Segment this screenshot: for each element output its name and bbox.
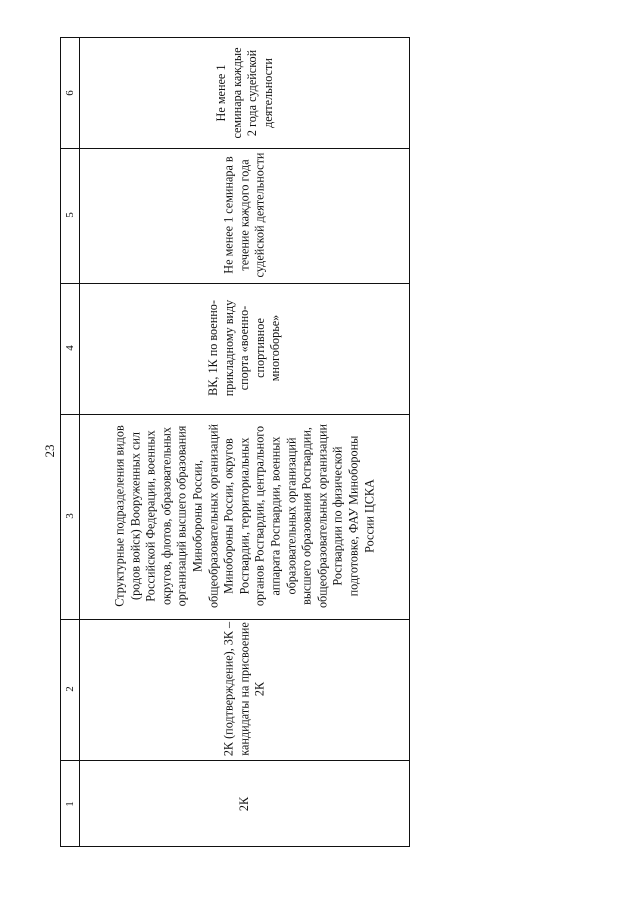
header-cell-3: 3 [64, 513, 76, 519]
header-divider [79, 38, 80, 846]
cell-col4: ВК, 1К по военно-прикладному виду спорта «военно-спортивное многоборье» [206, 299, 283, 397]
cell-col1: 2К [237, 796, 252, 812]
header-cell-1: 1 [64, 801, 76, 807]
row-divider-5-4 [61, 283, 409, 284]
header-cell-5: 5 [64, 212, 76, 218]
header-cell-2: 2 [64, 686, 76, 692]
row-divider-6-5 [61, 148, 409, 149]
cell-col2: 2К (подтверждение), 3К – кандидаты на присвоение 2К [221, 621, 267, 757]
page-number: 23 [42, 444, 57, 458]
cell-col5: Не менее 1 семинара в течение каждого года судейской деятельности [221, 152, 267, 278]
header-cell-4: 4 [64, 345, 76, 351]
header-cell-6: 6 [64, 90, 76, 96]
row-divider-4-3 [61, 414, 409, 415]
cell-col3: Структурные подразделения видов (родов войск) Вооруженных сил Российской Федерации, военных округов, флотов, образовательных организаций высшего образования Минобороны России, общеобразовательных организаций Минобороны России, округов Росгвардии, территориальных органов Росгвардии, центрального аппарата Росгвардии, военных образовательных организаций высшего образования Росгвардии, общеобразовательных организации Росгвардии по физической подготовке, ФАУ Минобороны России ЦСКА [112, 423, 376, 609]
rotated-table [60, 37, 410, 847]
row-divider-3-2 [61, 619, 409, 620]
cell-col6: Не менее 1 семинара каждые 2 года судейской деятельности [213, 47, 275, 139]
row-divider-2-1 [61, 760, 409, 761]
